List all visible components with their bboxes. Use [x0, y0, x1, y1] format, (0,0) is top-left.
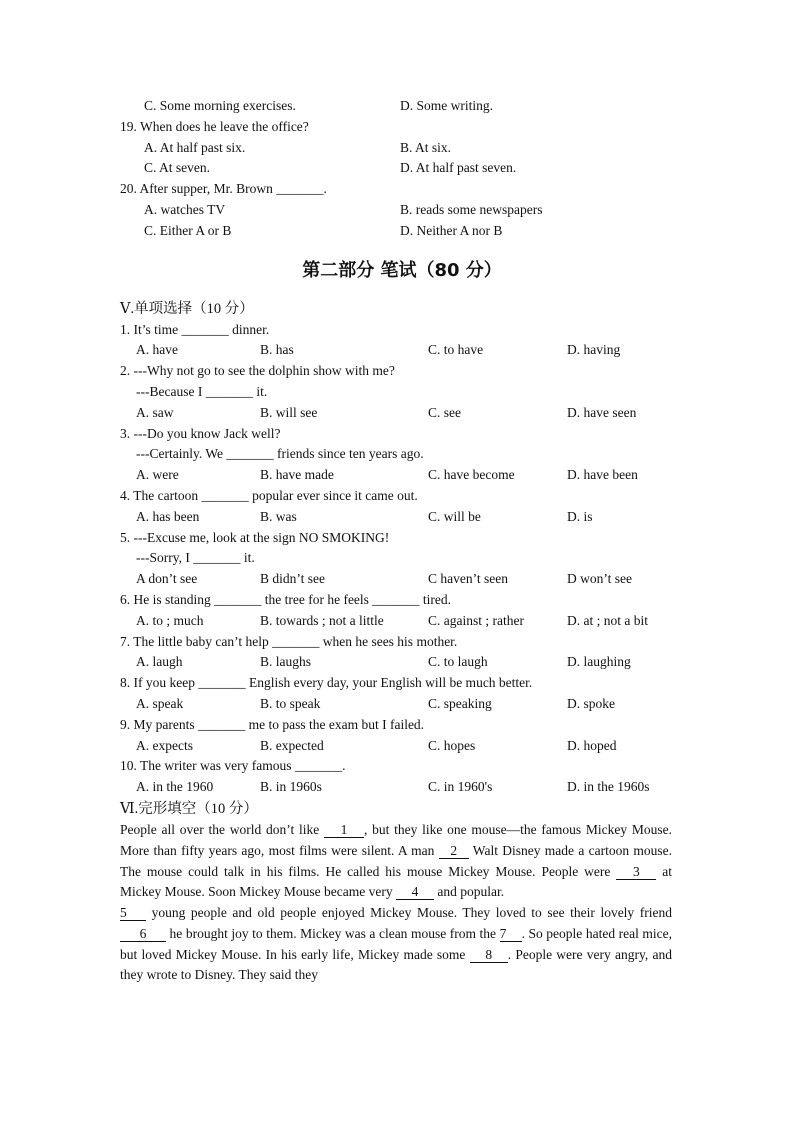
q19-options-ab [120, 138, 672, 159]
cloze-blank-7: 7 [500, 926, 522, 942]
q19-option-b: B. At six. [400, 139, 452, 155]
question-stem: 8. If you keep _______ English every day, your English will be much better. [120, 675, 533, 691]
option-c: C. in 1960's [428, 779, 493, 795]
option-d: D. spoke [567, 695, 615, 711]
question-options [120, 694, 672, 715]
q19-option-c: C. At seven. [144, 160, 210, 176]
option-d: D. have been [567, 467, 638, 483]
question-stem: 10. The writer was very famous _______. [120, 758, 346, 774]
cloze-text: . So people hated real mice, but loved Mickey Mouse. In his early life, Mickey made some [120, 925, 672, 962]
option-c: C. to have [428, 342, 484, 358]
cloze-text: , but they like one mouse—the famous Mickey Mouse. More than fifty years ago, most films were silent. A man [120, 821, 672, 858]
option-c: C. have become [428, 467, 515, 483]
cloze-blank-1: 1 [324, 822, 364, 838]
option-a: A. in the 1960 [136, 779, 214, 795]
part2-title: 第二部分 笔试（80 分） [302, 259, 502, 281]
option-d: D. hoped [567, 737, 617, 753]
option-d: D. in the 1960s [567, 779, 650, 795]
option-a: A. has been [136, 508, 200, 524]
option-c: C. to laugh [428, 654, 488, 670]
question-stem-reply: ---Certainly. We _______ friends since ten years ago. [136, 446, 424, 462]
option-c: C. will be [428, 508, 481, 524]
question-stem: 9. My parents _______ me to pass the exam but I failed. [120, 716, 425, 732]
option-b: B. towards ; not a little [260, 612, 384, 628]
question-options [120, 403, 672, 424]
option-a: A. expects [136, 737, 193, 753]
option-b: B. expected [260, 737, 324, 753]
option-d: D. is [567, 508, 593, 524]
cloze-paragraph-1 [120, 820, 672, 903]
cloze-blank-4: 4 [396, 884, 434, 900]
q20-stem: 20. After supper, Mr. Brown _______. [120, 181, 327, 197]
question-stem-reply: ---Because I _______ it. [136, 383, 268, 399]
question-options [120, 652, 672, 673]
q19-option-a: A. At half past six. [144, 139, 246, 155]
option-a: A. laugh [136, 654, 183, 670]
option-b: B. in 1960s [260, 779, 322, 795]
option-c: C. hopes [428, 737, 476, 753]
question-stem: 7. The little baby can’t help _______ when he sees his mother. [120, 633, 458, 649]
page-content [120, 96, 672, 986]
q19-option-d: D. At half past seven. [400, 160, 517, 176]
cloze-blank-2: 2 [439, 843, 469, 859]
option-b: B. was [260, 508, 297, 524]
q18-option-d: D. Some writing. [400, 98, 493, 113]
question-options [120, 611, 672, 632]
option-d: D. having [567, 342, 621, 358]
q20-options-cd [120, 221, 672, 242]
question-stem: 5. ---Excuse me, look at the sign NO SMOKING! [120, 529, 390, 545]
question-stem: 6. He is standing _______ the tree for he feels _______ tired. [120, 591, 452, 607]
option-c: C. speaking [428, 695, 492, 711]
cloze-paragraph-2 [120, 903, 672, 986]
q19-options-cd [120, 158, 672, 179]
option-b: B. has [260, 342, 294, 358]
question-options [120, 340, 672, 361]
q20-options-ab [120, 200, 672, 221]
option-b: B. laughs [260, 654, 312, 670]
option-c: C. against ; rather [428, 612, 524, 628]
cloze-text: he brought joy to them. Mickey was a clean mouse from the [166, 925, 500, 941]
section5-heading: Ⅴ.单项选择（10 分） [120, 300, 254, 317]
option-b: B didn’t see [260, 571, 325, 587]
question-stem-reply: ---Sorry, I _______ it. [136, 550, 255, 566]
cloze-text: young people and old people enjoyed Mickey Mouse. They loved to see their lovely friend [146, 905, 672, 921]
option-b: B. will see [260, 404, 318, 420]
question-stem: 4. The cartoon _______ popular ever since it came out. [120, 487, 418, 503]
cloze-blank-3: 3 [616, 864, 656, 880]
option-b: B. to speak [260, 695, 321, 711]
q19-stem: 19. When does he leave the office? [120, 118, 309, 134]
cloze-blank-8: 8 [470, 947, 508, 963]
option-c: C. see [428, 404, 461, 420]
q18-option-c: C. Some morning exercises. [144, 98, 296, 113]
q20-option-b: B. reads some newspapers [400, 201, 543, 217]
cloze-text: . People were very angry, and they wrote to Disney. They said they [120, 946, 673, 983]
q20-option-d: D. Neither A nor B [400, 222, 503, 238]
option-b: B. have made [260, 467, 334, 483]
cloze-text: and popular. [433, 884, 505, 900]
cloze-text: Walt Disney made a cartoon mouse. The mouse could talk in his films. He called his mouse Mickey Mouse. People were [120, 842, 673, 879]
cloze-blank-5: 5 [120, 905, 146, 921]
question-stem: 2. ---Why not go to see the dolphin show with me? [120, 363, 395, 379]
cloze-blank-6: 6 [120, 926, 166, 942]
option-d: D. at ; not a bit [567, 612, 648, 628]
question-options [120, 569, 672, 590]
option-a: A. have [136, 342, 178, 358]
option-d: D. have seen [567, 404, 637, 420]
cloze-text: People all over the world don’t like [120, 821, 324, 837]
option-a: A don’t see [136, 571, 198, 587]
option-d: D won’t see [567, 571, 632, 587]
q20-option-a: A. watches TV [144, 201, 226, 217]
question-options [120, 736, 672, 757]
question-stem: 1. It’s time _______ dinner. [120, 321, 270, 337]
q18-options-cd [120, 96, 672, 117]
option-c: C haven’t seen [428, 571, 508, 587]
section5-questions [120, 320, 672, 798]
question-options [120, 507, 672, 528]
cloze-text: at Mickey Mouse. Soon Mickey Mouse became very [120, 863, 672, 900]
question-stem: 3. ---Do you know Jack well? [120, 425, 281, 441]
option-d: D. laughing [567, 654, 631, 670]
section6-heading: Ⅵ.完形填空（10 分） [120, 800, 258, 817]
question-options [120, 777, 672, 798]
option-a: A. speak [136, 695, 184, 711]
question-options [120, 465, 672, 486]
option-a: A. were [136, 467, 179, 483]
option-a: A. saw [136, 404, 174, 420]
option-a: A. to ; much [136, 612, 204, 628]
q20-option-c: C. Either A or B [144, 222, 232, 238]
